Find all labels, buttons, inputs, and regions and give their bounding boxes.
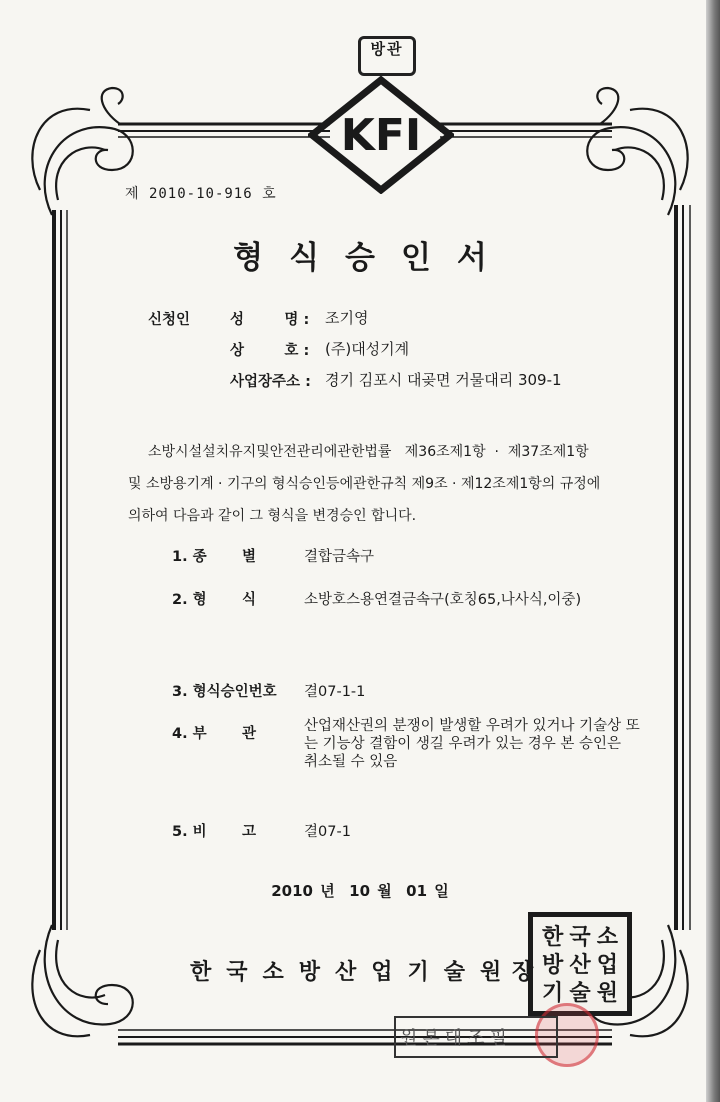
item-1-number: 1. 종	[172, 549, 207, 565]
top-seal-emblem: 방관	[358, 36, 416, 76]
name-label: 성 명 :	[230, 312, 310, 328]
applicant-name: 조기영	[325, 309, 369, 327]
item-4-line: 는 기능상 결함이 생길 우려가 있는 경우 본 승인은	[304, 736, 622, 752]
seal-char: 술	[569, 980, 591, 1006]
statement-line: 의하여 다음과 같이 그 형식을 변경승인 합니다.	[128, 508, 417, 524]
seal-characters	[539, 923, 621, 1005]
certified-copy-stamp: 원본대조필	[400, 1028, 512, 1049]
company-name: (주)대성기계	[325, 340, 410, 358]
issuer-name: 한국소방산업기술원	[190, 960, 517, 985]
seal-char: 한	[542, 924, 564, 950]
applicant-section-label: 신청인	[148, 312, 191, 328]
issue-date: 2010 년 10 월 01 일	[271, 882, 449, 900]
kfi-logo-text: KFI	[340, 110, 422, 161]
document-number: 제 2010-10-916 호	[125, 186, 277, 202]
item-2-number: 2. 형	[172, 592, 207, 608]
item-1-value: 결합금속구	[304, 549, 375, 565]
address-label: 사업장주소 :	[230, 374, 311, 390]
item-2-label: 식	[242, 592, 257, 608]
business-address: 경기 김포시 대곶면 거물대리 309-1	[325, 371, 562, 389]
official-seal	[528, 912, 632, 1016]
seal-suffix: 장	[512, 960, 534, 985]
seal-char: 소	[596, 924, 618, 950]
approval-statement	[128, 436, 648, 532]
seal-char: 기	[542, 980, 564, 1006]
seal-char: 방	[542, 952, 564, 978]
page-title: 형식승인서	[233, 240, 513, 276]
item-4-value	[304, 717, 694, 771]
company-label: 상 호 :	[230, 343, 310, 359]
item-5-label: 고	[242, 824, 257, 840]
seal-char: 원	[596, 980, 618, 1006]
seal-char: 업	[596, 952, 618, 978]
item-3-value: 결07-1-1	[304, 684, 366, 700]
item-5-number: 5. 비	[172, 824, 207, 840]
item-4-line: 산업재산권의 분쟁이 발생할 우려가 있거나 기술상 또	[304, 718, 640, 734]
statement-line: 및 소방용기계 · 기구의 형식승인등에관한규칙 제9조 · 제12조제1항의 규정에	[128, 476, 601, 492]
item-5-value: 결07-1	[304, 824, 351, 840]
item-2-value: 소방호스용연결금속구(호칭65,나사식,이중)	[304, 592, 582, 608]
item-4-line: 취소될 수 있음	[304, 754, 398, 770]
item-4-number: 4. 부	[172, 726, 207, 742]
seal-char: 국	[569, 924, 591, 950]
item-1-label: 별	[242, 549, 257, 565]
statement-line: 소방시설설치유지및안전관리에관한법률 제36조제1항 · 제37조제1항	[148, 444, 589, 460]
kfi-logo	[308, 76, 454, 194]
item-4-label: 관	[242, 726, 257, 742]
item-3-number: 3. 형식승인번호	[172, 684, 277, 700]
seal-char: 산	[569, 952, 591, 978]
